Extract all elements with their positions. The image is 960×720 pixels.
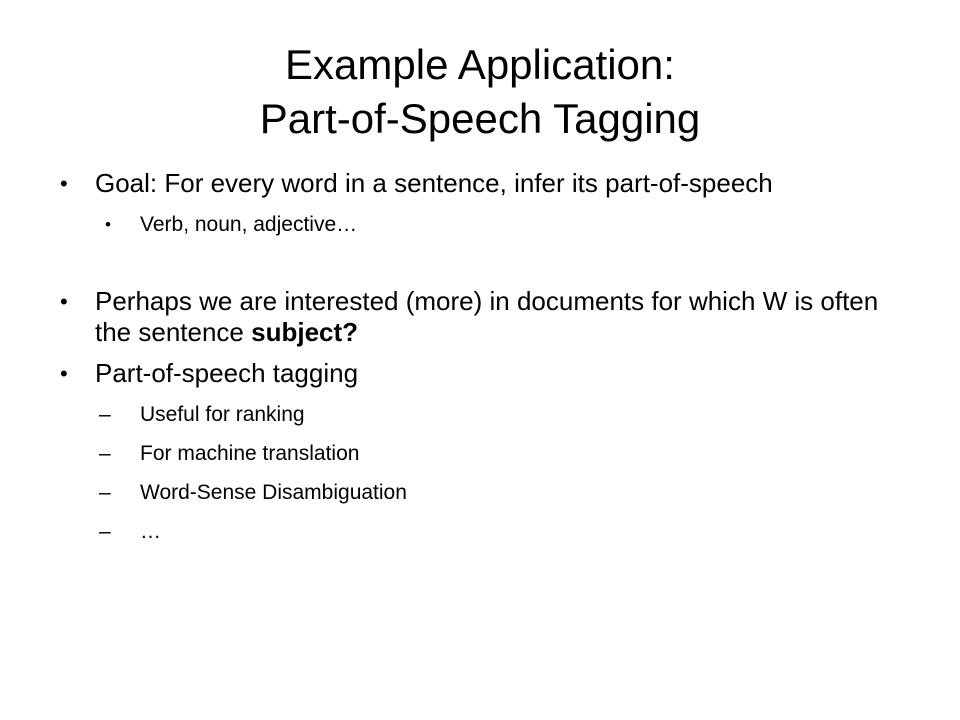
bullet-glyph: • (60, 361, 68, 386)
bullet-tagging (60, 358, 880, 389)
bullet-goal-text: Goal: For every word in a sentence, infer its part-of-speech (95, 168, 773, 198)
sub-bullet-goal-text: Verb, noun, adjective… (140, 213, 358, 236)
dash-glyph: – (99, 481, 111, 504)
bullet-glyph: • (60, 171, 68, 196)
dash-glyph: – (99, 442, 111, 465)
bullet-goal (60, 168, 880, 199)
sub-bullet-ellipsis (60, 518, 880, 545)
bullet-perhaps (60, 286, 880, 348)
sub-bullet-glyph: • (105, 215, 111, 234)
title-line-2: Part-of-Speech Tagging (259, 95, 701, 142)
bullet-perhaps-emphasis: subject? (251, 317, 359, 347)
slide-title (80, 38, 880, 146)
bullet-tagging-text: Part-of-speech tagging (95, 358, 359, 388)
sub-bullet-ranking (60, 401, 880, 428)
sub-bullet-wsd-text: Word-Sense Disambiguation (140, 481, 407, 504)
sub-bullet-translation (60, 440, 880, 467)
dash-glyph: – (99, 520, 111, 543)
sub-bullet-wsd (60, 479, 880, 506)
slide-body (60, 168, 880, 545)
sub-bullet-goal (60, 211, 880, 238)
title-line-1: Example Application: (285, 41, 675, 88)
bullet-glyph: • (60, 289, 68, 314)
dash-glyph: – (99, 403, 111, 426)
bullet-perhaps-text: Perhaps we are interested (more) in documents for which W is often the sentence (95, 286, 879, 347)
sub-bullet-translation-text: For machine translation (140, 442, 360, 465)
sub-bullet-ellipsis-text: … (140, 520, 161, 543)
sub-bullet-ranking-text: Useful for ranking (140, 403, 305, 426)
